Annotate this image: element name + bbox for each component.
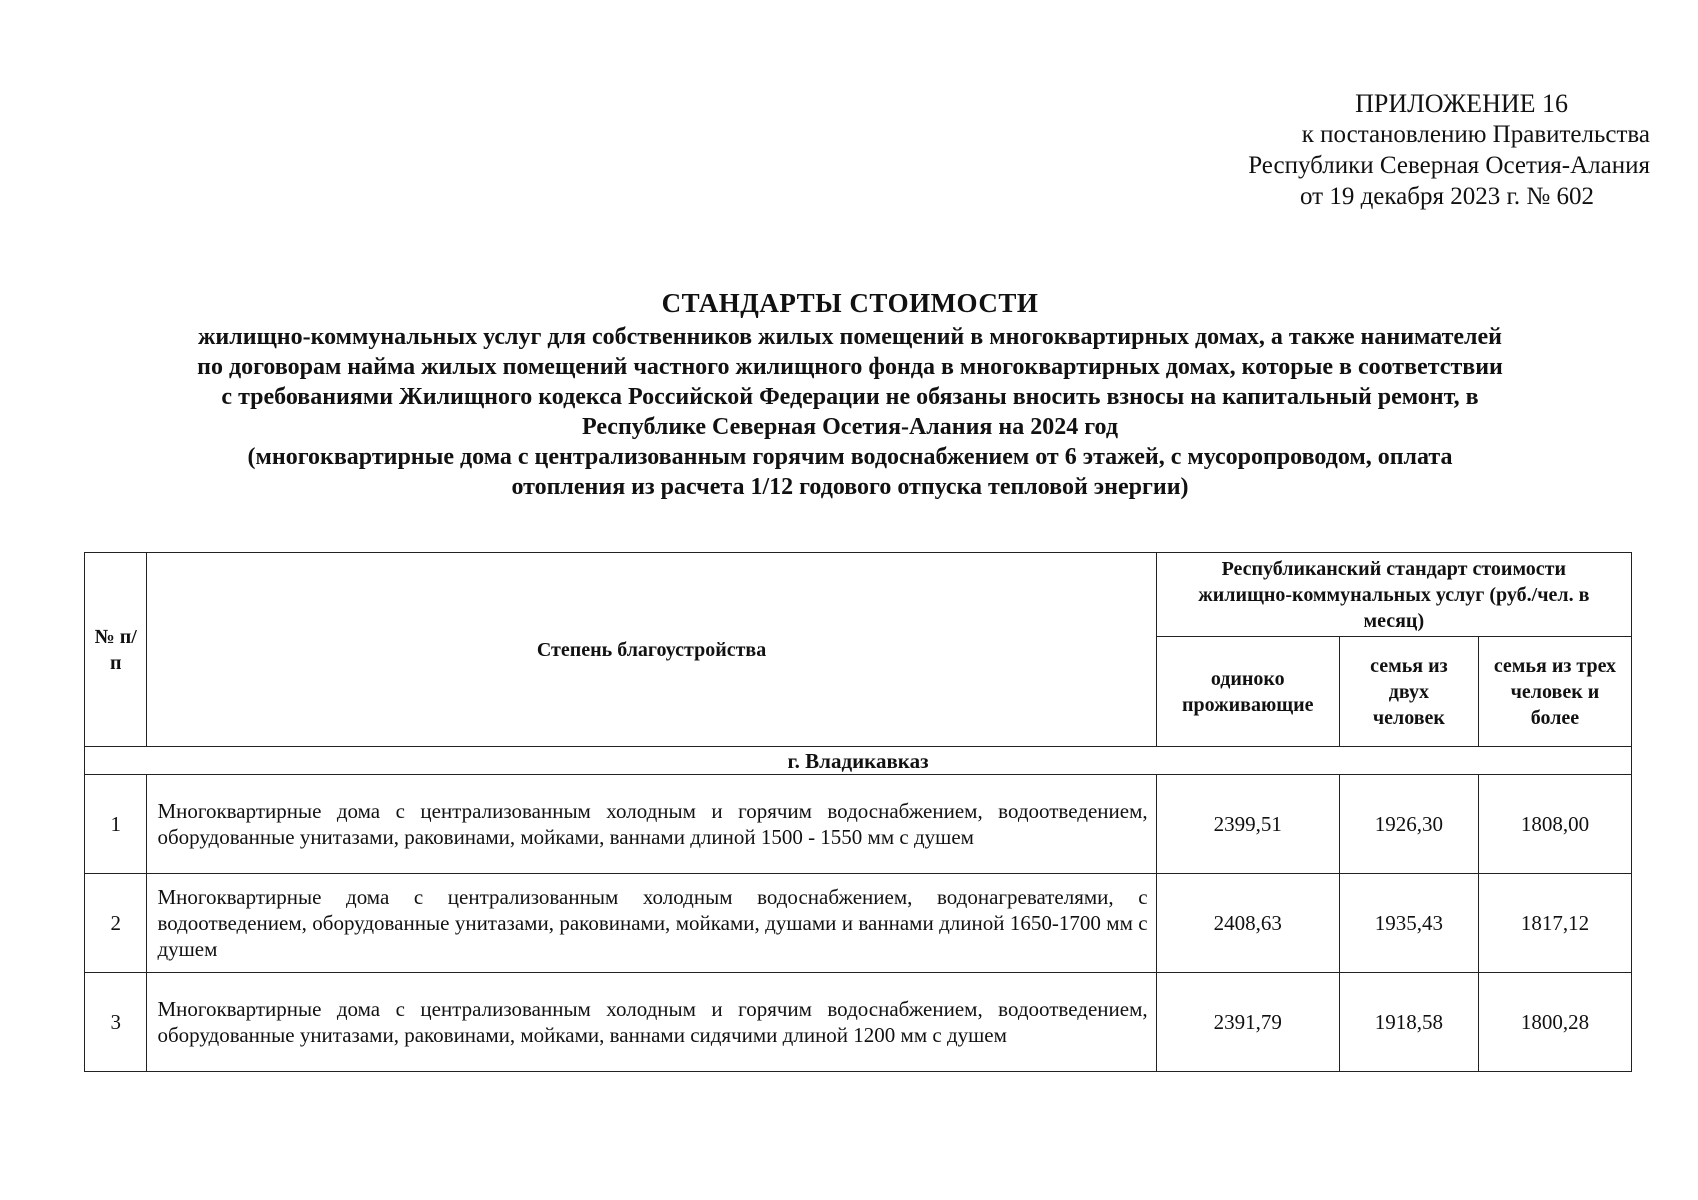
appendix-date: от 19 декабря 2023 г. № 602: [1299, 183, 1594, 210]
row-description: Многоквартирные дома с централизованным холодным водоснабжением, водонагревателями, с водоотведением, оборудованные унитазами, раковинами, мойками, душами и ваннами длиной 1650-1700 мм с душем: [147, 874, 1156, 973]
table-row: [85, 973, 1632, 1072]
title-line: с требованиями Жилищного кодекса Российской Федерации не обязаны вносить взносы на капитальный ремонт, в: [221, 384, 1479, 410]
header-single: одиноко проживающие: [1156, 637, 1339, 747]
value-single: 2399,51: [1156, 775, 1339, 874]
document-title: [70, 286, 1630, 502]
table-row: [85, 874, 1632, 973]
appendix-resolution: к постановлению Правительства: [1301, 121, 1650, 148]
city-row: [85, 747, 1632, 775]
value-family2: 1918,58: [1339, 973, 1478, 1072]
main-title: СТАНДАРТЫ СТОИМОСТИ: [661, 288, 1039, 318]
appendix-header: [1150, 88, 1650, 212]
appendix-government: Республики Северная Осетия-Алания: [1248, 152, 1650, 179]
title-line: жилищно-коммунальных услуг для собственников жилых помещений в многоквартирных домах, а также нанимателей: [198, 324, 1502, 350]
row-description: Многоквартирные дома с централизованным холодным и горячим водоснабжением, водоотведением, оборудованные унитазами, раковинами, мойками, ваннами сидячими длиной 1200 мм с душем: [147, 973, 1156, 1072]
standards-table: [84, 552, 1632, 1072]
appendix-number: ПРИЛОЖЕНИЕ 16: [1355, 89, 1568, 118]
header-degree: Степень благоустройства: [147, 553, 1156, 747]
value-family3: 1800,28: [1478, 973, 1631, 1072]
title-line: по договорам найма жилых помещений частного жилищного фонда в многоквартирных домах, которые в соответствии: [197, 354, 1503, 380]
value-family3: 1817,12: [1478, 874, 1631, 973]
row-number: 1: [85, 775, 147, 874]
value-family2: 1935,43: [1339, 874, 1478, 973]
row-number: 2: [85, 874, 147, 973]
value-family3: 1808,00: [1478, 775, 1631, 874]
header-family3: семья из трех человек и более: [1478, 637, 1631, 747]
row-number: 3: [85, 973, 147, 1072]
header-standard: Республиканский стандарт стоимости жилищно-коммунальных услуг (руб./чел. в месяц): [1156, 553, 1631, 637]
value-single: 2391,79: [1156, 973, 1339, 1072]
table-header-row: [85, 553, 1632, 637]
header-num: № п/п: [85, 553, 147, 747]
value-single: 2408,63: [1156, 874, 1339, 973]
city-name: г. Владикавказ: [85, 747, 1632, 775]
value-family2: 1926,30: [1339, 775, 1478, 874]
title-line: отопления из расчета 1/12 годового отпуска тепловой энергии): [511, 474, 1189, 500]
title-line: (многоквартирные дома с централизованным горячим водоснабжением от 6 этажей, с мусоропроводом, оплата: [247, 444, 1453, 470]
title-line: Республике Северная Осетия-Алания на 2024 год: [582, 414, 1118, 440]
header-family2: семья из двух человек: [1339, 637, 1478, 747]
table-row: [85, 775, 1632, 874]
row-description: Многоквартирные дома с централизованным холодным и горячим водоснабжением, водоотведением, оборудованные унитазами, раковинами, мойками, ваннами длиной 1500 - 1550 мм с душем: [147, 775, 1156, 874]
